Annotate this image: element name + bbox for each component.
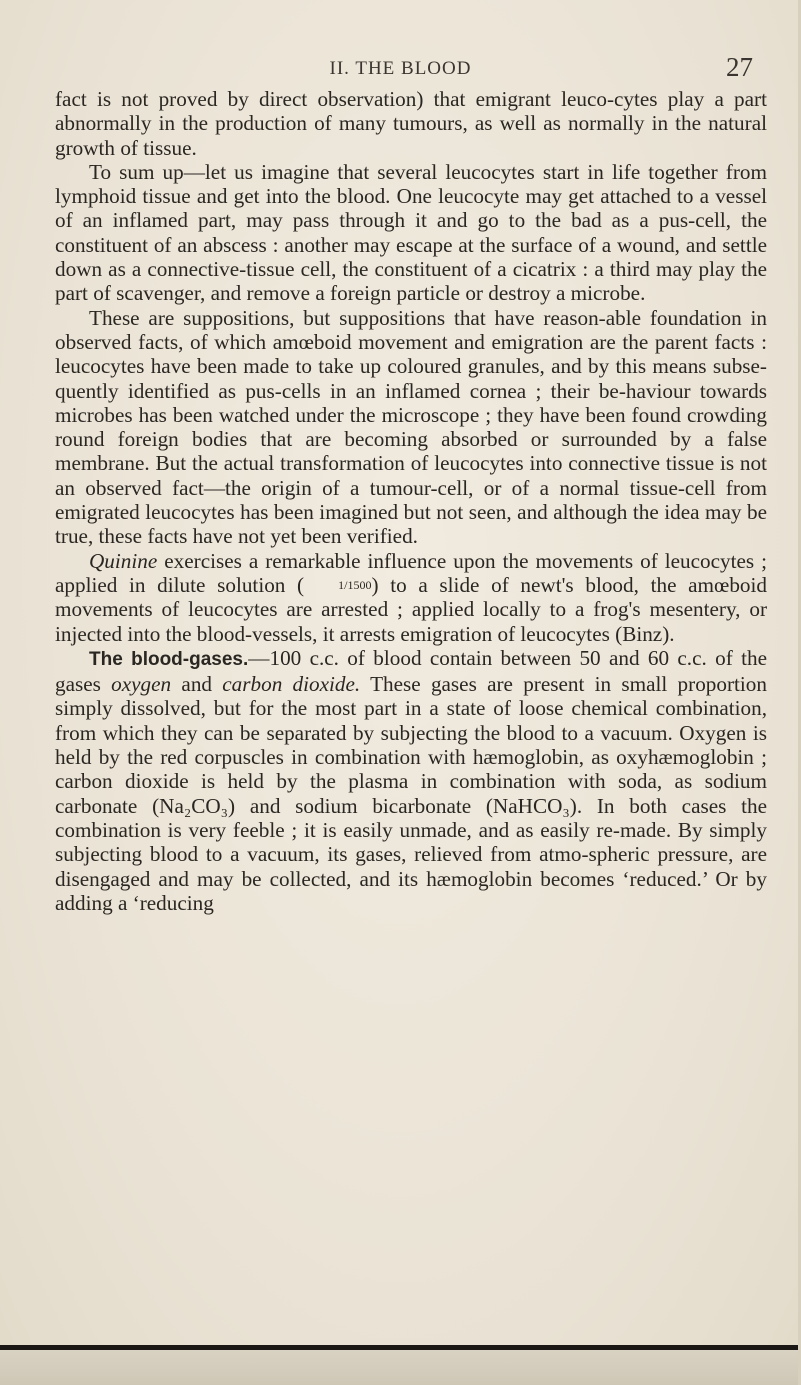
- paragraph-text: These gases are present in small proportion simply dissolved, but for the most part in a state of loose chemical combination, from which they can be separated by subjecting the blood to a vacuum. Oxygen is held by the red corpuscles in combination with hæmoglobin, as oxyhæmoglobin ; carbon dioxide is held by the plasma in combination with soda, as sodium carbonate (Na₂CO₃) and sodium bicarbonate (NaHCO₃). In both cases the combination is very feeble ; it is easily unmade, and as easily re-made. By simply subjecting blood to a vacuum, its gases, relieved from atmo-spheric pressure, are disengaged and may be collected, and its hæmoglobin becomes ‘reduced.’ Or by adding a ‘reducing: [55, 672, 767, 915]
- italic-term: Quinine: [89, 548, 158, 573]
- running-title: II. THE BLOOD: [329, 58, 472, 79]
- page-bottom-edge: [0, 1350, 801, 1385]
- paragraph-text: fact is not proved by direct observation) that emigrant leuco-cytes play a part abnormally in the production of many tumours, as well as normally in the natural growth of tissue.: [55, 87, 767, 160]
- paragraph-text: ) to a slide of newt's blood, the amœboid movements of leucocytes are arrested ; applied locally to a frog's mesentery, or injected into the blood-vessels, it arrests emigration of leucocytes (Binz).: [55, 572, 767, 646]
- italic-term: carbon dioxide.: [222, 672, 361, 697]
- section-heading: The blood-gases.: [89, 648, 249, 670]
- italic-term: oxygen: [111, 672, 172, 697]
- paragraph-continuation: [55, 87, 767, 160]
- paragraph-text: These are suppositions, but suppositions that have reason-able foundation in observed facts, of which amœboid movement and emigration are the parent facts : leucocytes have been made to take up coloured granules, and by this means subse-quently identified as pus-cells in an inflamed cornea ; their be-haviour towards microbes has been watched under the microscope ; they have been found crowding round foreign bodies that are becoming absorbed or surrounded by a false membrane. But the actual transformation of leucocytes into connective tissue is not an observed fact—the origin of a tumour-cell, or of a normal tissue-cell from emigrated leucocytes has been imagined but not seen, and although the idea may be true, these facts have not yet been verified.: [55, 305, 767, 549]
- paragraph-quinine: [55, 549, 767, 646]
- body-text: [55, 87, 767, 915]
- paragraph-text: exercises a remarkable influence upon the movements of leucocytes ; applied in dilute solution (: [55, 548, 767, 597]
- fraction: 1/1500: [338, 577, 372, 592]
- paragraph-text: To sum up—let us imagine that several leucocytes start in life together from lymphoid tissue and get into the blood. One leucocyte may get attached to a vessel of an inflamed part, may pass through it and go to the bad as a pus-cell, the constituent of an abscess : another may escape at the surface of a wound, and settle down as a connective-tissue cell, the constituent of a cicatrix : a third may play the part of scavenger, and remove a foreign particle or destroy a microbe.: [55, 159, 767, 306]
- page-header: [0, 52, 801, 82]
- paragraph-text: and: [171, 672, 223, 697]
- paragraph-text: —100 c.c. of blood contain between 50 and 60 c.c. of the gases: [55, 645, 767, 697]
- paragraph-blood-gases: [55, 646, 767, 915]
- paragraph-suppositions: [55, 306, 767, 549]
- page-number: 27: [726, 52, 753, 82]
- paragraph-summary: [55, 160, 767, 306]
